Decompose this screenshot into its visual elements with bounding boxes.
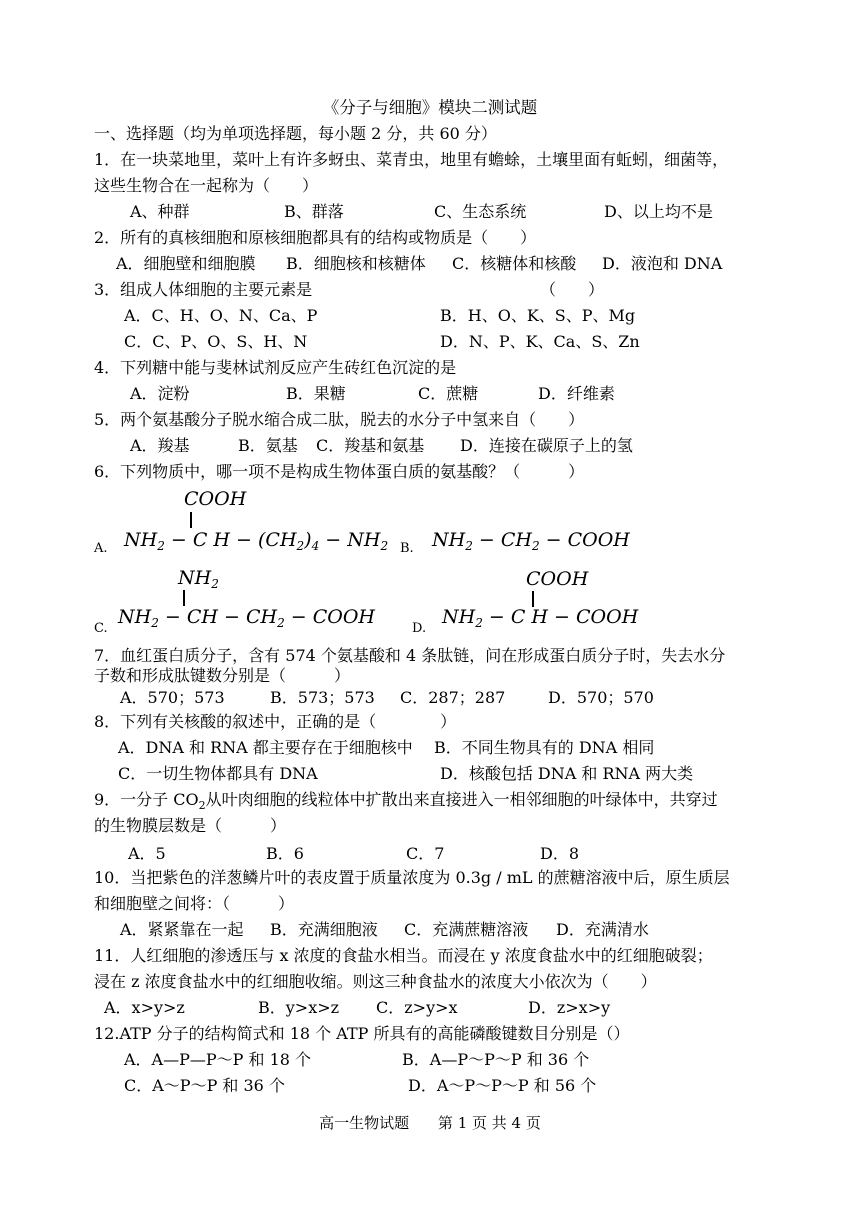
q1-option-c: C、生态系统 xyxy=(434,202,527,221)
q12-option-c: C．A～P～P 和 36 个 xyxy=(124,1076,285,1095)
q9-option-b: B．6 xyxy=(266,844,304,863)
q9-option-d: D．8 xyxy=(540,844,580,863)
q6-c-bond xyxy=(183,590,185,606)
q2-option-a: A．细胞壁和细胞膜 xyxy=(116,254,256,273)
q12-stem: 12.ATP 分子的结构简式和 18 个 ATP 所具有的高能磷酸键数目分别是（） xyxy=(94,1024,630,1043)
q4-option-a: A．淀粉 xyxy=(130,384,190,403)
q10-option-b: B．充满细胞液 xyxy=(270,920,378,939)
q7-option-b: B．573；573 xyxy=(270,688,375,707)
section-heading: 一、选择题（均为单项选择题，每小题 2 分，共 60 分） xyxy=(94,124,497,143)
q4-option-b: B．果糖 xyxy=(286,384,346,403)
q10-option-a: A．紧紧靠在一起 xyxy=(120,920,244,939)
q6-d-cooh: COOH xyxy=(526,568,589,590)
q7-option-c: C．287；287 xyxy=(400,688,506,707)
q7-stem-line1: 7．血红蛋白质分子，含有 574 个氨基酸和 4 条肽链，问在形成蛋白质分子时，失去水分 xyxy=(94,646,726,665)
q8-stem: 8．下列有关核酸的叙述中，正确的是（ ） xyxy=(94,712,457,731)
q1-stem-line1: 1．在一块菜地里，菜叶上有许多蚜虫、菜青虫，地里有蟾蜍，土壤里面有蚯蚓，细菌等， xyxy=(94,150,729,169)
q3-answer-paren: （ ） xyxy=(540,280,605,299)
q2-stem: 2．所有的真核细胞和原核细胞都具有的结构或物质是（ ） xyxy=(94,228,537,247)
q11-option-d: D．z>x>y xyxy=(528,998,611,1017)
q10-option-c: C．充满蔗糖溶液 xyxy=(404,920,529,939)
q3-stem: 3．组成人体细胞的主要元素是 xyxy=(94,280,313,299)
q3-option-b: B．H、O、K、S、P、Mg xyxy=(440,306,636,325)
q8-option-b: B．不同生物具有的 DNA 相同 xyxy=(434,738,655,757)
q11-option-a: A．x>y>z xyxy=(104,998,185,1017)
q10-option-d: D．充满清水 xyxy=(556,920,649,939)
q10-stem-line1: 10．当把紫色的洋葱鳞片叶的表皮置于质量浓度为 0.3g / mL 的蔗糖溶液中后，原生质层 xyxy=(94,868,730,887)
q4-option-c: C．蔗糖 xyxy=(418,384,479,403)
q6-d-bond xyxy=(532,591,534,607)
q6-a-cooh: COOH xyxy=(184,488,247,510)
q8-option-a: A．DNA 和 RNA 都主要存在于细胞核中 xyxy=(118,738,413,757)
q12-option-a: A．A—P—P～P 和 18 个 xyxy=(124,1050,312,1069)
q12-option-b: B．A—P～P～P 和 36 个 xyxy=(402,1050,590,1069)
q9-stem-line1: 9．一分子 $CO_2$从叶肉细胞的线粒体中扩散出来直接进入一相邻细胞的叶绿体中，共穿过 xyxy=(94,790,718,813)
q1-stem-line2: 这些生物合在一起称为（ ） xyxy=(94,176,319,195)
q3-option-c: C．C、P、O、S、H、N xyxy=(124,332,308,351)
q4-stem: 4．下列糖中能与斐林试剂反应产生砖红色沉淀的是 xyxy=(94,358,457,377)
q6-label-c: C. xyxy=(94,621,108,636)
q1-option-d: D、以上均不是 xyxy=(604,202,713,221)
q7-option-a: A．570；573 xyxy=(120,688,225,707)
q6-structure-a: $NH_2 - C$ $H - (CH_2)_4 - NH_2$ xyxy=(124,529,389,553)
q8-option-c: C．一切生物体都具有 DNA xyxy=(118,764,318,783)
q4-option-d: D．纤维素 xyxy=(538,384,615,403)
q6-label-d: D. xyxy=(412,621,427,636)
q11-option-b: B．y>x>z xyxy=(258,998,340,1017)
q8-option-d: D．核酸包括 DNA 和 RNA 两大类 xyxy=(440,764,694,783)
q12-option-d: D．A～P～P～P 和 56 个 xyxy=(408,1076,597,1095)
q6-c-nh2: $NH_2$ xyxy=(178,567,219,591)
q6-structure-c: $NH_2$ − CH − $CH_2$ − COOH xyxy=(118,606,375,630)
q9-option-c: C．7 xyxy=(406,844,445,863)
q1-option-a: A、种群 xyxy=(130,202,190,221)
q10-stem-line2: 和细胞壁之间将：（ ） xyxy=(94,894,295,913)
q11-option-c: C．z>y>x xyxy=(376,998,458,1017)
q5-option-a: A．羧基 xyxy=(130,436,190,455)
q6-structure-b: $NH_2 - CH_2$ − COOH xyxy=(432,529,630,553)
q7-stem-line2: 子数和形成肽键数分别是（ ） xyxy=(94,666,351,685)
q6-structure-d: $NH_2 - C$ H − COOH xyxy=(442,606,639,630)
q3-option-a: A．C、H、O、N、Ca、P xyxy=(124,306,318,325)
q6-stem: 6．下列物质中，哪一项不是构成生物体蛋白质的氨基酸？（ ） xyxy=(94,462,585,481)
q1-option-b: B、群落 xyxy=(284,202,344,221)
q6-label-a: A. xyxy=(94,541,108,556)
q2-option-d: D．液泡和 DNA xyxy=(602,254,723,273)
q5-option-d: D．连接在碳原子上的氢 xyxy=(460,436,633,455)
q5-option-b: B．氨基 xyxy=(238,436,298,455)
q2-option-b: B．细胞核和核糖体 xyxy=(286,254,426,273)
q2-option-c: C．核糖体和核酸 xyxy=(452,254,577,273)
footer-course: 高一生物试题 xyxy=(319,1114,410,1132)
q7-option-d: D．570；570 xyxy=(548,688,654,707)
q5-option-c: C．羧基和氨基 xyxy=(316,436,425,455)
q11-stem-line2: 浸在 z 浓度食盐水中的红细胞收缩。则这三种食盐水的浓度大小依次为（ ） xyxy=(94,972,657,991)
q5-stem: 5．两个氨基酸分子脱水缩合成二肽，脱去的水分子中氢来自（ ） xyxy=(94,410,585,429)
footer-page-number: 第 1 页 共 4 页 xyxy=(437,1114,541,1132)
page-footer xyxy=(0,1112,860,1133)
q6-label-b: B. xyxy=(400,541,414,556)
page-title: 《分子与细胞》模块二测试题 xyxy=(322,98,538,117)
q9-option-a: A．5 xyxy=(128,844,166,863)
q11-stem-line1: 11．人红细胞的渗透压与 x 浓度的食盐水相当。而浸在 y 浓度食盐水中的红细胞破裂； xyxy=(94,946,713,965)
q9-stem-line2: 的生物膜层数是（ ） xyxy=(94,816,287,835)
q3-option-d: D．N、P、K、Ca、S、Zn xyxy=(440,332,640,351)
q6-a-bond xyxy=(190,512,192,528)
